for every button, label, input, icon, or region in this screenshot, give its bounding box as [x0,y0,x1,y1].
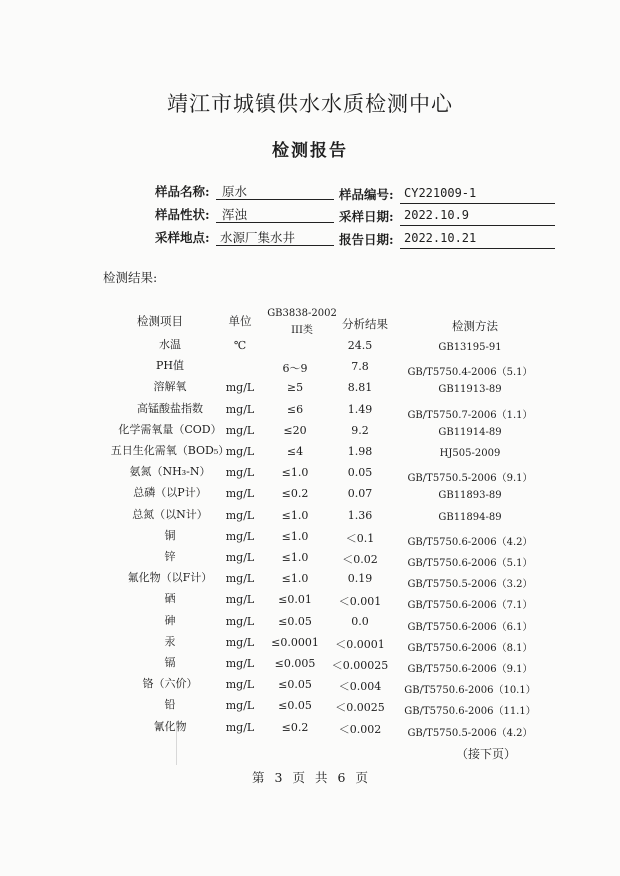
sampling-date-underline [400,225,555,226]
cell-result: ＜0.001 [338,595,382,609]
sample-number-value: CY221009-1 [404,186,477,200]
cell-result: 1.36 [347,508,373,522]
cell-unit: mg/L [225,699,255,713]
cell-standard: ≤0.005 [274,657,316,670]
cell-unit: mg/L [225,529,255,543]
page-ye2: 页 [355,770,368,785]
cell-result: ＜0.1 [345,531,375,545]
cell-standard: ≤1.0 [281,551,309,564]
cell-standard: ≤6 [286,402,304,416]
cell-method: GB/T5750.6-2006（10.1） [404,685,536,697]
cell-method: GB/T5750.7-2006（1.1） [407,409,533,421]
cell-unit: mg/L [225,423,255,437]
cell-item: 高锰酸盐指数 [137,401,203,415]
cell-standard: ≤1.0 [281,508,309,522]
cell-standard: ≤0.0001 [271,635,319,649]
cell-standard: ≤1.0 [281,529,309,543]
report-title: 检测报告 [272,141,348,161]
report-date-label: 报告日期: [339,232,394,247]
cell-unit: mg/L [225,487,255,501]
header-standard-line1: GB3838-2002 [267,308,337,319]
cell-method: GB11894-89 [438,511,502,523]
cell-result: ＜0.002 [338,722,382,736]
cell-method: GB11914-89 [438,426,502,438]
cell-item: PH值 [156,359,184,373]
cell-result: 0.0 [351,614,369,628]
cell-result: 1.49 [347,402,373,416]
report-date-value: 2022.10.21 [404,231,477,245]
cell-unit: mg/L [225,508,255,522]
cell-unit: mg/L [225,635,255,649]
cell-result: 1.98 [347,445,373,458]
sample-number-underline [400,203,555,204]
sampling-location-label: 采样地点: [155,230,210,245]
cell-method: GB/T5750.6-2006（8.1） [407,642,533,654]
cell-method: GB/T5750.6-2006（4.2） [407,536,533,548]
cell-unit: mg/L [225,551,255,564]
cell-standard: ≥5 [286,381,304,395]
cell-unit: mg/L [225,678,255,692]
sample-nature-underline [216,222,334,223]
cell-item: 汞 [164,634,176,648]
cell-item: 水温 [159,338,181,351]
cell-method: GB/T5750.6-2006（5.1） [407,558,533,569]
cell-item: 溶解氧 [153,380,187,394]
cell-standard: 6～9 [282,362,308,376]
cell-standard: ≤4 [286,445,304,458]
sampling-location-underline [216,245,334,246]
cell-item: 硒 [164,592,176,606]
sampling-date-value: 2022.10.9 [404,208,470,222]
cell-standard: ≤0.2 [281,487,309,501]
cell-standard: ≤1.0 [281,466,309,480]
cell-standard: ≤20 [283,423,307,437]
cell-item: 镉 [164,656,176,669]
cell-standard: ≤0.05 [278,699,312,713]
header-method: 检测方法 [452,319,498,333]
cell-result: 7.8 [351,360,369,374]
sampling-location-value: 水源厂集水井 [220,230,296,245]
sample-nature-label: 样品性状: [155,207,210,222]
page-total: 6 [337,770,346,785]
cell-unit: mg/L [225,445,255,458]
cell-item: 铜 [164,528,176,542]
cell-unit: mg/L [225,593,255,607]
cell-result: ＜0.00025 [331,659,389,672]
sample-nature-value: 浑浊 [222,207,248,222]
cell-item: 氨氮（NH₃-N） [129,465,211,479]
page-di: 第 [252,770,265,785]
cell-standard: ≤0.01 [278,593,312,607]
header-result: 分析结果 [342,317,388,331]
header-standard-line2: III类 [291,325,313,336]
cell-result: 24.5 [347,339,373,352]
cell-method: GB/T5750.5-2006（3.2） [407,579,533,591]
cell-result: ＜0.02 [342,553,378,566]
sample-name-underline [216,199,334,200]
cell-result: 9.2 [351,423,369,437]
results-section-label: 检测结果: [103,270,158,285]
cell-item: 化学需氧量（COD） [118,422,222,436]
cell-result: ＜0.004 [338,680,382,694]
cell-method: GB/T5750.6-2006（11.1） [404,706,536,718]
cell-unit: mg/L [225,720,255,734]
cell-result: 0.05 [347,466,373,480]
cell-method: GB11913-89 [438,384,502,396]
cell-method: GB11893-89 [438,490,502,502]
cell-method: GB/T5750.5-2006（4.2） [407,727,533,739]
page-ye: 页 [292,770,305,785]
cell-method: GB/T5750.6-2006（6.1） [407,621,533,633]
cell-result: ＜0.0025 [335,701,385,715]
page-number [0,768,620,786]
header-item: 检测项目 [137,314,183,328]
organization-name: 靖江市城镇供水水质检测中心 [167,92,453,116]
cell-result: ＜0.0001 [335,637,385,651]
cell-item: 总磷（以P计） [133,486,207,500]
cell-method: GB13195-91 [438,342,502,353]
cell-method: GB/T5750.4-2006（5.1） [407,367,533,379]
cell-method: GB/T5750.5-2006（9.1） [407,473,533,485]
cell-result: 8.81 [347,381,373,395]
page-current: 3 [274,770,283,785]
cell-unit: ℃ [233,339,247,352]
cell-result: 0.07 [347,487,373,501]
cell-item: 总氮（以N计） [132,507,208,521]
cell-item: 铬（六价） [142,677,198,691]
cell-method: GB/T5750.6-2006（9.1） [407,664,533,675]
cell-item: 五日生化需氧（BOD₅） [110,444,230,457]
paper-crease [176,725,177,765]
cell-unit: mg/L [225,572,255,586]
report-date-underline [400,248,555,249]
cell-method: GB/T5750.6-2006（7.1） [407,600,533,612]
header-unit: 单位 [228,314,252,328]
cell-result: 0.19 [347,572,373,586]
page-gong: 共 [315,770,328,785]
cell-unit: mg/L [225,381,255,395]
sample-name-label: 样品名称: [155,184,210,199]
cell-unit: mg/L [225,657,255,670]
cell-method: HJ505-2009 [439,448,501,459]
cell-standard: ≤1.0 [281,572,309,586]
cell-standard: ≤0.2 [281,720,309,734]
cell-item: 氟化物（以F计） [127,571,213,585]
sample-number-label: 样品编号: [339,187,394,202]
cell-unit: mg/L [225,402,255,416]
cell-standard: ≤0.05 [278,614,312,628]
sampling-date-label: 采样日期: [339,209,394,224]
cell-item: 锌 [164,550,176,563]
cell-item: 氰化物 [153,719,187,733]
continued-note: （接下页） [456,747,517,761]
cell-standard: ≤0.05 [278,678,312,692]
cell-item: 砷 [164,613,176,627]
sample-name-value: 原水 [222,184,248,199]
cell-item: 铅 [164,698,176,712]
cell-unit: mg/L [225,466,255,480]
cell-unit: mg/L [225,614,255,628]
